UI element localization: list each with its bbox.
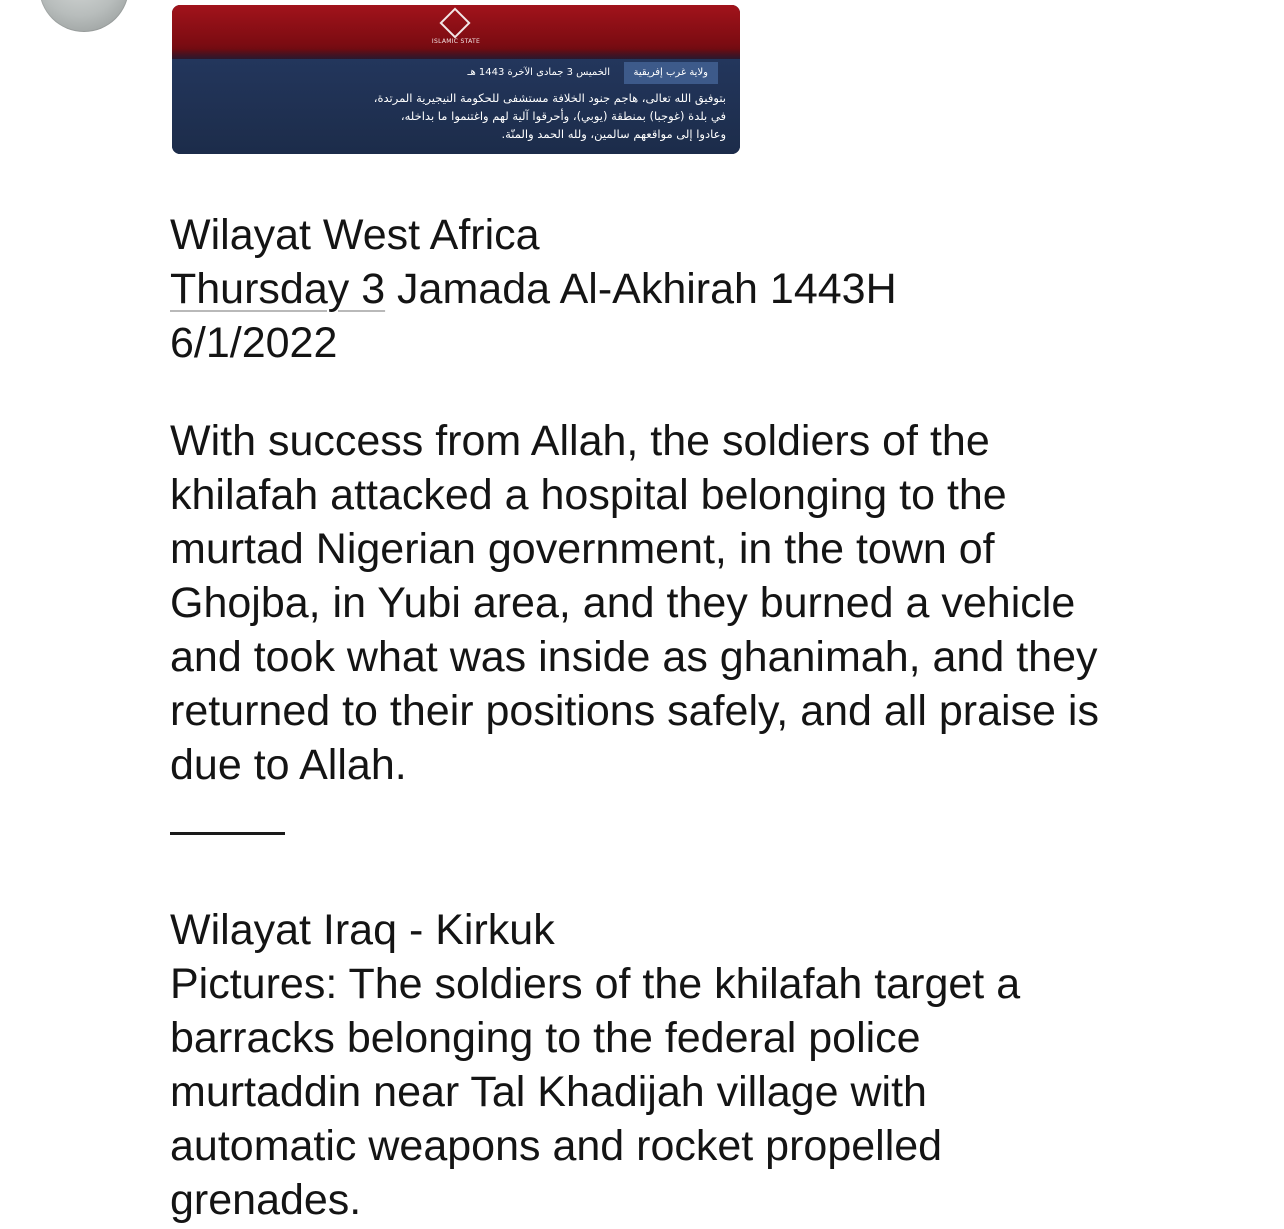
message-date-line xyxy=(170,262,897,316)
section-divider xyxy=(170,832,285,835)
body-line: grenades. xyxy=(170,1176,362,1224)
poster-text-line: وعادوا إلى مواقعهم سالمين، ولله الحمد والمنّة. xyxy=(501,127,726,141)
body-line: Ghojba, in Yubi area, and they burned a vehicle xyxy=(170,579,1076,627)
poster-emblem-text: ISLAMIC STATE xyxy=(431,38,481,45)
body-line: With success from Allah, the soldiers of the xyxy=(170,417,990,465)
sender-avatar[interactable] xyxy=(39,0,129,32)
body-line: due to Allah. xyxy=(170,741,407,789)
body-line: and took what was inside as ghanimah, and they xyxy=(170,633,1098,681)
body-line: murtaddin near Tal Khadijah village with xyxy=(170,1068,927,1116)
date-rest: Jamada Al-Akhirah 1443H xyxy=(385,265,897,313)
message-2-title: Wilayat Iraq - Kirkuk xyxy=(170,906,555,954)
poster-text-line: بتوفيق الله تعالى، هاجم جنود الخلافة مستشفى للحكومة النيجيرية المرتدة، xyxy=(373,91,726,105)
body-line: returned to their positions safely, and all praise is xyxy=(170,687,1099,735)
message-header xyxy=(170,208,897,370)
body-line: Pictures: The soldiers of the khilafah target a xyxy=(170,960,1021,1008)
poster-text-line: في بلدة (غوجبا) بمنطقة (يوبي)، وأحرقوا آلية لهم واغتنموا ما بداخله، xyxy=(400,109,726,123)
message-title: Wilayat West Africa xyxy=(170,211,540,259)
poster-date: الخميس 3 جمادى الآخرة 1443 هـ xyxy=(467,67,610,78)
body-line: barracks belonging to the federal police xyxy=(170,1014,921,1062)
message-body xyxy=(170,414,1099,792)
body-line: khilafah attacked a hospital belonging to the xyxy=(170,471,1007,519)
poster-text xyxy=(186,89,726,143)
message-2 xyxy=(170,903,1020,1227)
attached-image[interactable] xyxy=(172,5,740,154)
body-line: murtad Nigerian government, in the town of xyxy=(170,525,995,573)
poster-wilaya-tab: ولاية غرب إفريقية xyxy=(624,62,719,84)
body-line: automatic weapons and rocket propelled xyxy=(170,1122,943,1170)
message-gregorian-date: 6/1/2022 xyxy=(170,319,338,367)
date-link[interactable]: Thursday 3 xyxy=(170,265,386,313)
